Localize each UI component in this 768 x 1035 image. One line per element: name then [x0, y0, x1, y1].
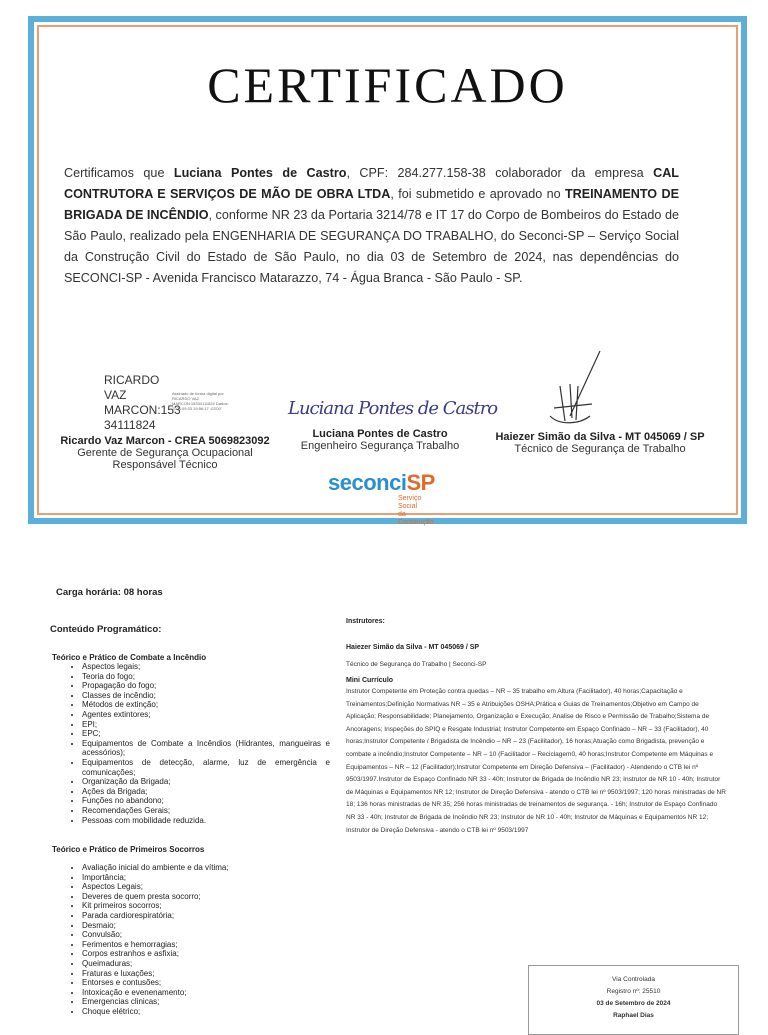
list-item: • Corpos estranhos e asfixia;	[82, 949, 330, 959]
list-item: • EPI;	[82, 720, 330, 730]
training-name: TREINAMENTO DE BRIGADA DE INCÊNDIO	[64, 187, 679, 222]
handwritten-signature-luciana: Luciana Pontes de Castro	[288, 398, 498, 419]
stamp-line: Registro nº: 25510	[606, 988, 661, 995]
body-text: , CPF: 284.277.158-38 colaborador da empresa	[346, 166, 654, 180]
instructors-heading: Instrutores:	[346, 618, 385, 625]
signatory-haiezer	[490, 431, 710, 455]
program-page	[0, 560, 768, 1024]
section-first-aid-list	[60, 863, 330, 1017]
list-item: • Fraturas e luxações;	[82, 969, 330, 979]
body-text: Certificamos que	[64, 166, 174, 180]
list-item: • Kit primeiros socorros;	[82, 901, 330, 911]
digital-signature-line: MARCON:153	[104, 403, 181, 417]
signatory-name: Luciana Pontes de Castro	[312, 428, 448, 440]
participant-name: Luciana Pontes de Castro	[173, 166, 347, 180]
logo-text-sp: SP	[406, 470, 435, 495]
signatory-luciana	[290, 428, 470, 452]
workload-label: Carga horária: 08 horas	[56, 587, 163, 598]
list-item: • Funções no abandono;	[82, 796, 330, 806]
list-item: • Aspectos Legais;	[82, 882, 330, 892]
seconci-logo	[328, 470, 435, 526]
logo-subtitle-line: da Construção	[398, 511, 434, 526]
list-item: • Ferimentos e hemorragias;	[82, 940, 330, 950]
section-first-aid-title: Teórico e Prático de Primeiros Socorros	[52, 845, 205, 854]
control-stamp	[528, 965, 739, 1035]
logo-text-seconci: seconci	[328, 470, 407, 495]
list-item: • Entorses e contusões;	[82, 978, 330, 988]
mini-curriculum-title: Mini Currículo	[346, 677, 394, 684]
list-item: • Choque elétrico;	[82, 1007, 330, 1017]
digital-signature-line: VAZ	[104, 388, 127, 402]
list-item: • Propagação do fogo;	[82, 681, 330, 691]
body-text: , foi submetido e aprovado no	[390, 187, 565, 201]
handwritten-signature-haiezer	[540, 346, 610, 436]
list-item: • Convulsão;	[82, 930, 330, 940]
stamp-date: 03 de Setembro de 2024	[596, 1000, 671, 1007]
company-name: CAL CONTRUTORA E SERVIÇOS DE MÃO DE OBRA LTDA	[64, 166, 679, 201]
list-item: • EPC;	[82, 729, 330, 739]
signatory-name: Ricardo Vaz Marcon - CREA 5069823092	[60, 435, 270, 447]
digital-signature-line: RICARDO	[104, 373, 160, 387]
stamp-line: Via Controlada	[612, 976, 655, 983]
digital-signature-line: 34111824	[104, 418, 156, 432]
list-item: • Organização da Brigada;	[82, 777, 330, 787]
list-item: • Deveres de quem presta socorro;	[82, 892, 330, 902]
mini-curriculum-body: Instrutor Competente em Proteção contra quedas – NR – 35 trabalho em Altura (Facilitador), 40 horas;Capacitação e Treinamentos;Definição Normativas NR – 35 e Atribuições OSHA;Prática e Guias de Treinamentos;Objetivo em Campo de Aplicação; Responsabilidade; Planejamento, Organização e Execução; Analise de Risco e Permissão de Trabalho;Sistema de Ancoragens; Inspeções do SPIQ e Resgate Industrial; Instrutor Competente em Espaço Confinado – NR – 33 (Facilitador), 40 horas;Instrutor Competente / Brigadista de Incêndio – NR – 23 (Facilitador), 16 horas;Atuação como Brigadista, prevenção e combate a incêndio;Instrutor Competente – NR – 10 (Facilitador – Reciclagem0, 40 horas;Instrutor Competente em Máquinas e Equipamentos – NR – 12 (Facilitador);Instrutor Competente em Direção Defensiva – (Facilitador) - Atendendo o CTB lei nº 9503/1997.Instrutor de Espaço Confinado NR 33 - 40h; Instrutor de Brigada de Incêndio NR 23; Instrutor de NR 10 - 40h; Instrutor de Máquinas e Equipamentos NR 12; Instrutor de Direção Defensiva - atendo o CTB lei nº 9503/1997; 120 horas ministradas de NR 18; 136 horas ministradas de NR 35; 256 horas ministradas de treinamentos de segurança. - 16h; Instrutor de Espaço Confinado NR 33 - 40h; Instrutor de Brigada de Incêndio NR 23; Instrutor de NR 10 - 40h; Instrutor de Máquinas e Equipamentos NR 12; Instrutor de Direção Defensiva - atendo o CTB lei nº 9503/1997	[346, 688, 726, 834]
section-fire-title: Teórico e Prático de Combate a Incêndio	[52, 653, 207, 662]
certificate-body	[64, 163, 679, 289]
list-item: • Importância;	[82, 873, 330, 883]
list-item: • Emergencias clinicas;	[82, 997, 330, 1007]
list-item: • Pessoas com mobilidade reduzida.	[82, 816, 330, 826]
logo-subtitle	[398, 495, 435, 527]
list-item: • Classes de incêndio;	[82, 691, 330, 701]
list-item: • Intoxicação e evenenamento;	[82, 988, 330, 998]
list-item: • Equipamentos de detecção, alarme, luz de emergência e comunicações;	[82, 758, 330, 777]
list-item: • Métodos de extinção;	[82, 700, 330, 710]
signatory-role: Engenheiro Segurança Trabalho	[300, 440, 460, 452]
logo-subtitle-line: Serviço Social	[398, 495, 422, 510]
list-item: • Queimaduras;	[82, 959, 330, 969]
list-item: • Aspectos legais;	[82, 662, 330, 672]
signatory-role: Técnico de Segurança de Trabalho	[514, 443, 686, 455]
signatory-role: Gerente de Segurança Ocupacional	[77, 447, 253, 459]
list-item: • Equipamentos de Combate a Incêndios (Hidrantes, mangueiras e acessórios);	[82, 739, 330, 758]
list-item: • Avaliação inicial do ambiente e da vítima;	[82, 863, 330, 873]
list-item: • Recomendações Gerais;	[82, 806, 330, 816]
signatory-role: Responsável Técnico	[112, 459, 218, 471]
list-item: • Agentes extintores;	[82, 710, 330, 720]
digital-signature-text	[104, 373, 181, 433]
list-item: • Desmaio;	[82, 921, 330, 931]
body-text: , conforme NR 23 da Portaria 3214/78 e IT 17 do Corpo de Bombeiros do Estado de São Paulo, realizado pela ENGENHARIA DE SEGURANÇA DO TRABALHO, do Seconci-SP – Serviço Social da Construção Civil do Estado de São Paulo, no dia 03 de Setembro de 2024, nas dependências do SECONCI-SP - Avenida Francisco Matarazzo, 74 - Água Branca - São Paulo - SP.	[64, 208, 679, 285]
instructor-name: Haiezer Simão da Silva - MT 045069 / SP	[346, 644, 480, 651]
stamp-signer: Raphael Dias	[613, 1012, 654, 1019]
seconci-logo-mark	[328, 470, 435, 496]
signatory-ricardo	[60, 435, 270, 471]
program-content-title: Conteúdo Programático:	[50, 624, 162, 635]
instructor-role: Técnico de Segurança do Trabalho | Seconci-SP	[346, 661, 487, 668]
digital-signature-details: Assinado de forma digital por RICARDO VAZ MARCON:15334111824 Dados: 2024.09.03 19:56:17 -03'00'	[172, 391, 229, 411]
list-item: • Parada cardiorespiratória;	[82, 911, 330, 921]
signatory-name: Haiezer Simão da Silva - MT 045069 / SP	[495, 431, 705, 443]
section-fire-list	[60, 662, 330, 825]
certificate-title: CERTIFICADO	[207, 57, 568, 113]
list-item: • Ações da Brigada;	[82, 787, 330, 797]
list-item: • Teoria do fogo;	[82, 672, 330, 682]
